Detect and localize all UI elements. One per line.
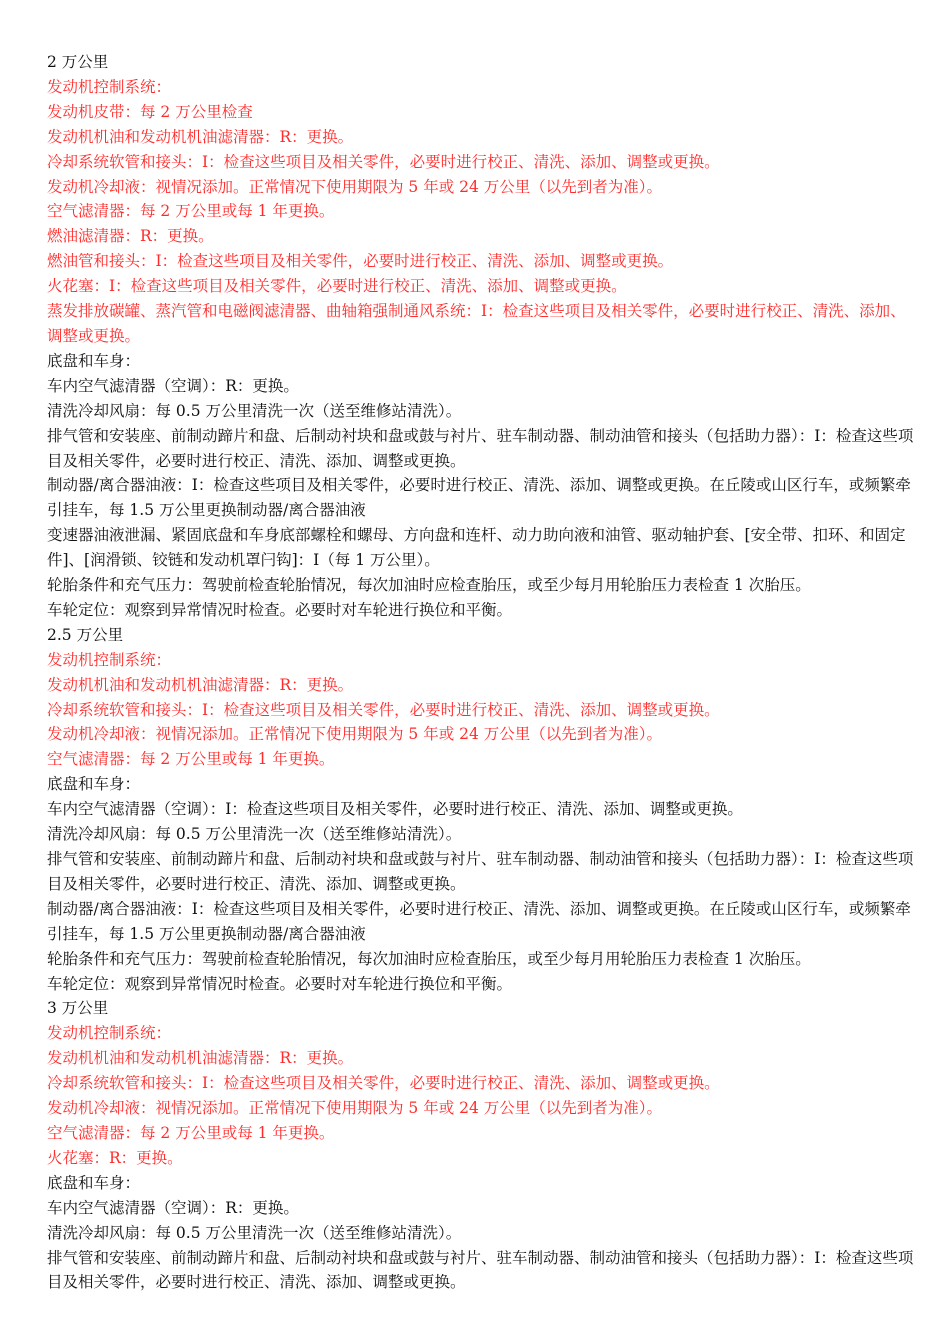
text-line: 发动机机油和发动机机油滤清器：R：更换。	[47, 127, 354, 146]
document-body	[47, 50, 914, 1295]
text-line: 排气管和安装座、前制动蹄片和盘、后制动衬块和盘或鼓与衬片、驻车制动器、制动油管和接头（包括助力器）：I：检查这些项目及相关零件，必要时进行校正、清洗、添加、调整或更换。	[47, 426, 914, 470]
text-line: 火花塞：R：更换。	[47, 1148, 183, 1167]
text-line: 轮胎条件和充气压力：驾驶前检查轮胎情况，每次加油时应检查胎压，或至少每月用轮胎压力表检查 1 次胎压。	[47, 949, 811, 968]
text-line: 制动器/离合器油液：I：检查这些项目及相关零件，必要时进行校正、清洗、添加、调整或更换。在丘陵或山区行车，或频繁牵引挂车，每 1.5 万公里更换制动器/离合器油液	[47, 899, 911, 943]
text-line: 底盘和车身：	[47, 351, 141, 370]
text-line: 发动机皮带：每 2 万公里检查	[47, 102, 253, 121]
text-line: 底盘和车身：	[47, 775, 141, 794]
text-line: 发动机机油和发动机机油滤清器：R：更换。	[47, 675, 354, 694]
text-line: 2 万公里	[47, 53, 109, 71]
text-line: 空气滤清器：每 2 万公里或每 1 年更换。	[47, 202, 335, 221]
text-line: 燃油管和接头：I：检查这些项目及相关零件，必要时进行校正、清洗、添加、调整或更换。	[47, 252, 674, 271]
text-line: 冷却系统软管和接头：I：检查这些项目及相关零件，必要时进行校正、清洗、添加、调整或更换。	[47, 152, 720, 171]
text-line: 发动机冷却液：视情况添加。正常情况下使用期限为 5 年或 24 万公里（以先到者为准）。	[47, 725, 663, 744]
text-line: 底盘和车身：	[47, 1173, 141, 1192]
text-line: 清洗冷却风扇：每 0.5 万公里清洗一次（送至维修站清洗）。	[47, 401, 462, 420]
text-line: 发动机机油和发动机机油滤清器：R：更换。	[47, 1049, 354, 1068]
text-line: 3 万公里	[47, 999, 109, 1018]
text-line: 车轮定位：观察到异常情况时检查。必要时对车轮进行换位和平衡。	[47, 974, 513, 993]
text-line: 制动器/离合器油液：I：检查这些项目及相关零件，必要时进行校正、清洗、添加、调整或更换。在丘陵或山区行车，或频繁牵引挂车，每 1.5 万公里更换制动器/离合器油液	[47, 476, 911, 520]
text-line: 发动机冷却液：视情况添加。正常情况下使用期限为 5 年或 24 万公里（以先到者为准）。	[47, 1099, 663, 1118]
text-line: 冷却系统软管和接头：I：检查这些项目及相关零件，必要时进行校正、清洗、添加、调整或更换。	[47, 700, 720, 719]
text-line: 空气滤清器：每 2 万公里或每 1 年更换。	[47, 750, 335, 769]
text-line: 车内空气滤清器（空调）：R：更换。	[47, 376, 299, 395]
text-line: 清洗冷却风扇：每 0.5 万公里清洗一次（送至维修站清洗）。	[47, 1223, 462, 1242]
text-line: 变速器油液泄漏、紧固底盘和车身底部螺栓和螺母、方向盘和连杆、动力助向液和油管、驱动轴护套、[安全带、扣环、和固定件]、[润滑锁、铰链和发动机罩闩钩]：I（每 1 万公里）。	[47, 526, 906, 570]
text-line: 冷却系统软管和接头：I：检查这些项目及相关零件，必要时进行校正、清洗、添加、调整或更换。	[47, 1074, 720, 1093]
text-line: 排气管和安装座、前制动蹄片和盘、后制动衬块和盘或鼓与衬片、驻车制动器、制动油管和接头（包括助力器）：I：检查这些项目及相关零件，必要时进行校正、清洗、添加、调整或更换。	[47, 1248, 914, 1292]
text-line: 蒸发排放碳罐、蒸汽管和电磁阀滤清器、曲轴箱强制通风系统：I：检查这些项目及相关零件，必要时进行校正、清洗、添加、调整或更换。	[47, 302, 906, 345]
text-line: 发动机控制系统：	[47, 1024, 172, 1043]
text-line: 车内空气滤清器（空调）：I：检查这些项目及相关零件，必要时进行校正、清洗、添加、调整或更换。	[47, 800, 743, 819]
text-line: 轮胎条件和充气压力：驾驶前检查轮胎情况，每次加油时应检查胎压，或至少每月用轮胎压力表检查 1 次胎压。	[47, 576, 811, 595]
text-line: 火花塞：I：检查这些项目及相关零件，必要时进行校正、清洗、添加、调整或更换。	[47, 277, 627, 296]
text-line: 发动机冷却液：视情况添加。正常情况下使用期限为 5 年或 24 万公里（以先到者为准）。	[47, 177, 663, 196]
text-line: 发动机控制系统：	[47, 77, 172, 96]
text-line: 车内空气滤清器（空调）：R：更换。	[47, 1198, 299, 1217]
text-line: 清洗冷却风扇：每 0.5 万公里清洗一次（送至维修站清洗）。	[47, 825, 462, 844]
text-line: 2.5 万公里	[47, 625, 124, 644]
text-line: 车轮定位：观察到异常情况时检查。必要时对车轮进行换位和平衡。	[47, 600, 513, 619]
text-line: 空气滤清器：每 2 万公里或每 1 年更换。	[47, 1123, 335, 1142]
text-line: 燃油滤清器：R：更换。	[47, 227, 214, 246]
text-line: 发动机控制系统：	[47, 650, 172, 669]
text-line: 排气管和安装座、前制动蹄片和盘、后制动衬块和盘或鼓与衬片、驻车制动器、制动油管和接头（包括助力器）：I：检查这些项目及相关零件，必要时进行校正、清洗、添加、调整或更换。	[47, 850, 914, 893]
